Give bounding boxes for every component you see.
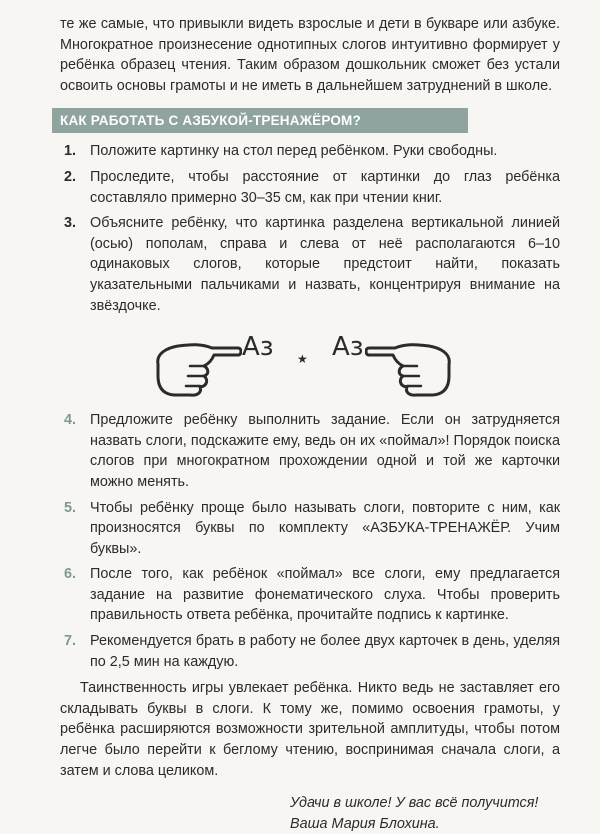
step-text: Проследите, чтобы расстояние от картинки до глаз ребёнка составляло примерно 30–35 см, как при чтении книг. — [90, 168, 560, 206]
step-item — [64, 141, 560, 162]
step-number: 3. — [64, 215, 77, 232]
pointing-hand-left-icon — [152, 324, 242, 402]
step-number: 2. — [64, 168, 77, 185]
step-item — [64, 410, 560, 492]
syllable-right: Аз — [332, 332, 364, 363]
step-number: 5. — [64, 499, 77, 516]
step-item — [64, 498, 560, 560]
star-icon: ★ — [297, 352, 308, 367]
outro-paragraph: Таинственность игры увлекает ребёнка. Никто ведь не заставляет его складывать буквы в слоги. К тому же, помимо освоения грамоты, у ребёнка расширяются возможности зрительной амплитуды, чтобы потом легче было перейти к беглому чтению, воспринимая сначала слоги, а затем и слова целиком. — [60, 680, 560, 779]
step-text: После того, как ребёнок «поймал» все слоги, ему предлагается задание на развитие фонематического слуха. Чтобы проверить правильность ответа ребёнка, прочитайте подпись к картинке. — [90, 566, 560, 624]
step-text: Объясните ребёнку, что картинка разделена вертикальной линией (осью) пополам, справа и слева от неё располагаются 6–10 одинаковых слогов, которые предстоит найти, показать указательными пальчиками и назвать, концентрируя внимание на звёздочке. — [90, 215, 560, 314]
step-item — [64, 167, 560, 208]
steps-list-top — [60, 141, 560, 316]
signature-line-wish: Удачи в школе! У вас всё получится! — [290, 795, 539, 812]
step-number: 4. — [64, 412, 77, 429]
step-number: 6. — [64, 566, 77, 583]
step-item — [64, 213, 560, 316]
step-text: Рекомендуется брать в работу не более двух карточек в день, уделяя по 2,5 мин на каждую. — [90, 633, 560, 670]
steps-list-bottom — [60, 410, 560, 672]
step-text: Чтобы ребёнку проще было называть слоги, повторите с ним, как произносятся буквы по комплекту «АЗБУКА-ТРЕНАЖЁР. Учим буквы». — [90, 499, 560, 557]
step-number: 7. — [64, 633, 77, 650]
pointing-hand-right-icon — [365, 324, 455, 402]
signature-line-author: Ваша Мария Блохина. — [290, 815, 440, 832]
intro-paragraph: те же самые, что привыкли видеть взрослые и дети в букваре или азбуке. Многократное произнесение однотипных слогов интуитивно формирует у ребёнка образец чтения. Таким образом дошкольник сможет без устали освоить основы грамоты и не иметь в дальнейшем затруднений в школе. — [60, 16, 560, 94]
step-item — [64, 564, 560, 626]
signature — [60, 793, 560, 834]
step-text: Положите картинку на стол перед ребёнком. Руки свободны. — [90, 143, 498, 160]
step-item — [64, 631, 560, 672]
step-number: 1. — [64, 143, 77, 160]
section-heading: КАК РАБОТАТЬ С АЗБУКОЙ-ТРЕНАЖЁРОМ? — [52, 108, 468, 133]
pointing-hands-figure — [60, 324, 560, 402]
step-text: Предложите ребёнку выполнить задание. Если он затрудняется назвать слоги, подскажите ему, ведь он их «поймал»! Порядок поиска слогов при многократном прохождении одной и той же карточки можно менять. — [90, 412, 560, 490]
syllable-left: Аз — [242, 332, 274, 363]
